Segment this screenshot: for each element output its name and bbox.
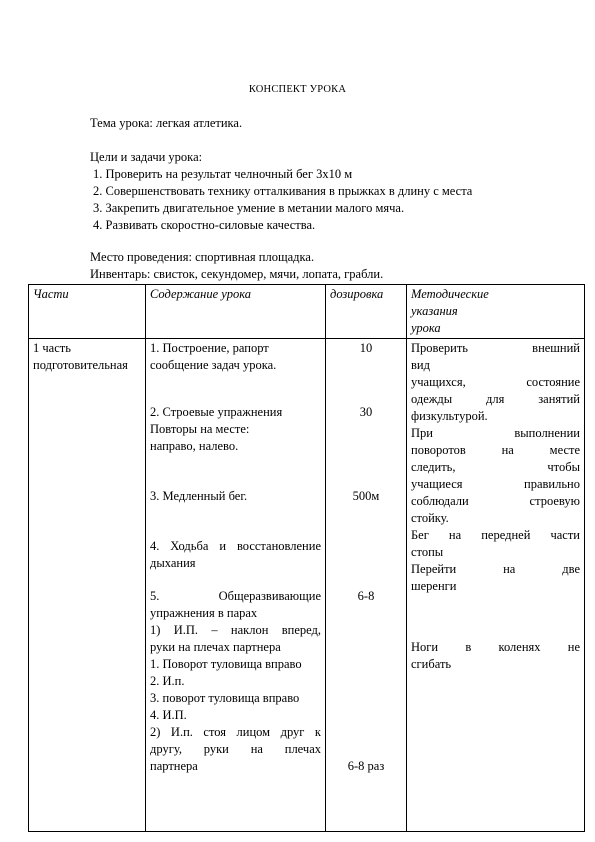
- venue: Место проведения: спортивная площадка.: [90, 250, 315, 264]
- content-line: дыхания: [150, 556, 196, 570]
- content-line: сообщение задач урока.: [150, 358, 277, 372]
- methods-line: стойку.: [411, 511, 449, 525]
- methods-line: физкультурой.: [411, 409, 488, 423]
- dosage-value: 500м: [352, 489, 380, 503]
- content-line: 2) И.п. стоя лицом друг к: [150, 725, 321, 739]
- goals-heading: Цели и задачи урока:: [90, 150, 203, 164]
- methods-line: соблюдали строевую: [411, 494, 580, 508]
- content-line: партнера: [150, 759, 198, 773]
- content-line: 3. поворот туловища вправо: [150, 691, 300, 705]
- methods-line: вид: [411, 358, 430, 372]
- methods-line: Проверить внешний: [411, 341, 580, 355]
- content-line: упражнения в парах: [150, 606, 258, 620]
- header-methods-line: Методические: [411, 287, 489, 301]
- content-line: 5. Общеразвивающие: [150, 589, 321, 603]
- header-content: Содержание урока: [146, 285, 326, 339]
- content-line: 4. Ходьба и восстановление: [150, 539, 321, 553]
- content-line: 2. И.п.: [150, 674, 185, 688]
- table-header-row: [29, 285, 585, 339]
- methods-line: Перейти на две: [411, 562, 580, 576]
- methods-line: учащиеся правильно: [411, 477, 580, 491]
- content-line: 1) И.П. – наклон вперед,: [150, 623, 321, 637]
- methods-line: учащихся, состояние: [411, 375, 580, 389]
- goal-item: 1. Проверить на результат челночный бег 3х10 м: [93, 167, 353, 181]
- methods-line: стопы: [411, 545, 444, 559]
- content-line: 3. Медленный бег.: [150, 489, 248, 503]
- lesson-plan-table: [28, 284, 585, 832]
- methods-cell: [407, 339, 585, 832]
- methods-line: Ноги в коленях не: [411, 640, 580, 654]
- methods-line: Бег на передней части: [411, 528, 580, 542]
- header-parts: Части: [29, 285, 146, 339]
- content-line: направо, налево.: [150, 439, 239, 453]
- dosage-value: 6-8 раз: [347, 759, 385, 773]
- methods-line: шеренги: [411, 579, 457, 593]
- header-methods-line: указания: [411, 304, 458, 318]
- goal-item: 3. Закрепить двигательное умение в метании малого мяча.: [93, 201, 405, 215]
- part-line: подготовительная: [33, 358, 128, 372]
- content-line: руки на плечах партнера: [150, 640, 281, 654]
- dosage-value: 30: [359, 405, 373, 419]
- methods-line: следить, чтобы: [411, 460, 580, 474]
- content-cell: [146, 339, 326, 832]
- content-line: 2. Строевые упражнения: [150, 405, 283, 419]
- lesson-topic: Тема урока: легкая атлетика.: [90, 116, 243, 130]
- goal-item: 2. Совершенствовать технику отталкивания в прыжках в длину с места: [93, 184, 473, 198]
- header-methods-line: урока: [411, 321, 441, 335]
- document-title: КОНСПЕКТ УРОКА: [248, 84, 347, 95]
- content-line: 4. И.П.: [150, 708, 187, 722]
- dosage-value: 10: [359, 341, 373, 355]
- header-dosage: дозировка: [326, 285, 407, 339]
- methods-line: сгибать: [411, 657, 452, 671]
- content-line: 1. Построение, рапорт: [150, 341, 269, 355]
- part-line: 1 часть: [33, 341, 71, 355]
- dosage-value: 6-8: [357, 589, 375, 603]
- methods-line: одежды для занятий: [411, 392, 580, 406]
- part-cell: [29, 339, 146, 832]
- content-line: Повторы на месте:: [150, 422, 250, 436]
- inventory: Инвентарь: свисток, секундомер, мячи, лопата, грабли.: [90, 267, 384, 281]
- content-line: другу, руки на плечах: [150, 742, 321, 756]
- dosage-cell: [326, 339, 407, 832]
- content-line: 1. Поворот туловища вправо: [150, 657, 302, 671]
- goal-item: 4. Развивать скоростно-силовые качества.: [93, 218, 316, 232]
- methods-line: поворотов на месте: [411, 443, 580, 457]
- methods-line: При выполнении: [411, 426, 580, 440]
- table-row: [29, 339, 585, 832]
- header-methods: [407, 285, 585, 339]
